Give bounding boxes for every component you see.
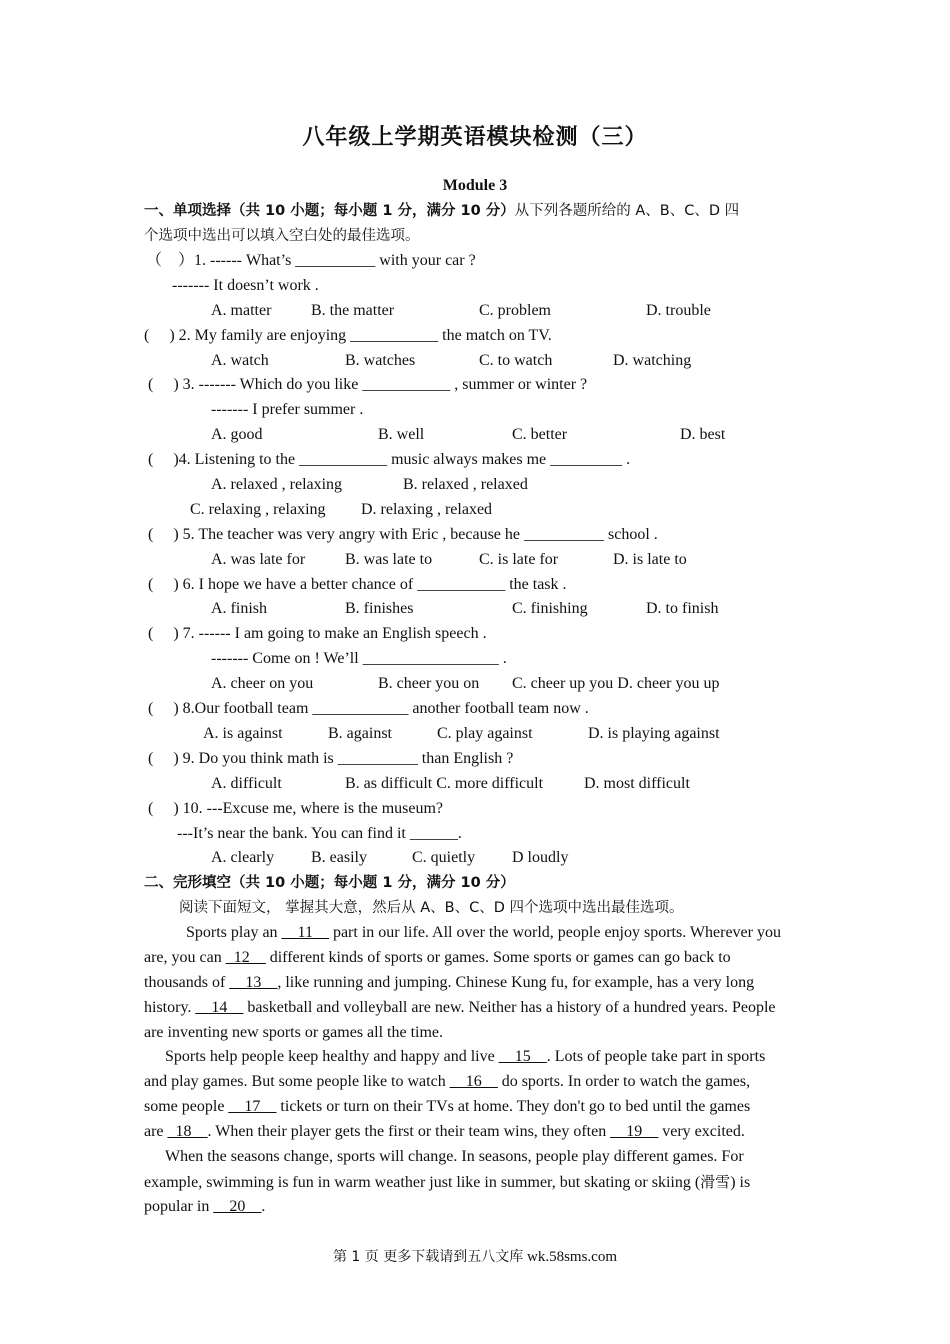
question-8-stem: ( ) 8.Our football team ____________ another football team now .: [148, 700, 589, 717]
question-1-option-a: A. matter: [211, 302, 272, 319]
blank-18: _18__: [167, 1123, 208, 1140]
blank-20: __20__: [213, 1198, 262, 1215]
blank-15: __15__: [498, 1048, 547, 1065]
question-9-stem: ( ) 9. Do you think math is __________ than English ?: [148, 750, 514, 767]
question-6-stem: ( ) 6. I hope we have a better chance of ___________ the task .: [148, 576, 567, 593]
question-3-option-b: B. well: [378, 426, 425, 443]
question-5-stem: ( ) 5. The teacher was very angry with Eric , because he __________ school .: [148, 526, 658, 543]
question-4-stem: ( )4. Listening to the ___________ music always makes me _________ .: [148, 451, 631, 468]
question-7-option-a: A. cheer on you: [211, 675, 314, 692]
question-4-option-d: D. relaxing , relaxed: [361, 501, 493, 518]
question-3-option-c: C. better: [512, 426, 568, 443]
question-8-option-b: B. against: [328, 725, 392, 742]
question-5-option-c: C. is late for: [479, 551, 559, 568]
passage-line: and play games. But some people like to watch __16__ do sports. In order to watch the games,: [144, 1073, 751, 1090]
question-7-reply: ------- Come on ! We’ll _________________ .: [211, 650, 507, 667]
blank-13: __13__: [229, 974, 278, 991]
blank-14: __14__: [195, 999, 244, 1016]
question-2-option-b: B. watches: [345, 352, 416, 369]
page-title: 八年级上学期英语模块检测（三）: [302, 125, 648, 150]
section1-heading: 一、单项选择（共 10 小题；每小题 1 分，满分 10 分）从下列各题所给的 A、B、C、D 四: [144, 203, 740, 219]
passage-line: example, swimming is fun in warm weather just like in summer, but skating or skiing (滑雪) is: [144, 1173, 751, 1191]
section2-instruction: 阅读下面短文， 掌握其大意，然后从 A、B、C、D 四个选项中选出最佳选项。: [179, 900, 684, 916]
page-footer: 第 1 页 更多下载请到五八文库 wk.58sms.com: [332, 1249, 617, 1265]
question-2-option-c: C. to watch: [479, 352, 553, 369]
question-1-option-c: C. problem: [479, 302, 551, 319]
passage-line: popular in __20__.: [144, 1198, 266, 1215]
question-5-option-a: A. was late for: [211, 551, 306, 568]
question-9-option-bc: B. as difficult C. more difficult: [345, 775, 544, 792]
passage-line: are, you can _12__ different kinds of sports or games. Some sports or games can go back to: [144, 949, 731, 966]
question-10-option-a: A. clearly: [211, 849, 275, 866]
question-3-option-a: A. good: [211, 426, 263, 443]
question-10-option-c: C. quietly: [412, 849, 476, 866]
question-10-stem: ( ) 10. ---Excuse me, where is the museum?: [148, 800, 444, 817]
section1-heading-line2: 个选项中选出可以填入空白处的最佳选项。: [144, 228, 420, 244]
question-10-option-b: B. easily: [311, 849, 367, 866]
question-7-stem: ( ) 7. ------ I am going to make an English speech .: [148, 625, 487, 642]
question-9-option-d: D. most difficult: [584, 775, 690, 792]
question-8-option-a: A. is against: [203, 725, 283, 742]
question-9-option-a: A. difficult: [211, 775, 282, 792]
question-1-stem: （ ）1. ------ What’s __________ with your car ?: [146, 252, 476, 269]
question-4-option-a: A. relaxed , relaxing: [211, 476, 343, 493]
blank-16: __16__: [449, 1073, 498, 1090]
question-3-option-d: D. best: [680, 426, 726, 443]
passage-line: are inventing new sports or games all the time.: [144, 1024, 444, 1041]
question-10-reply: ---It’s near the bank. You can find it ______.: [177, 825, 462, 842]
question-1-option-d: D. trouble: [646, 302, 711, 319]
question-6-option-a: A. finish: [211, 600, 267, 617]
question-7-option-cd: C. cheer up you D. cheer you up: [512, 675, 720, 692]
question-4-option-b: B. relaxed , relaxed: [403, 476, 528, 493]
question-10-option-d: D loudly: [512, 849, 569, 866]
question-5-option-d: D. is late to: [613, 551, 687, 568]
question-5-option-b: B. was late to: [345, 551, 433, 568]
question-3-reply: ------- I prefer summer .: [211, 401, 364, 418]
question-6-option-c: C. finishing: [512, 600, 588, 617]
section2-heading: 二、完形填空（共 10 小题；每小题 1 分，满分 10 分）: [144, 875, 515, 891]
blank-11: __11__: [281, 924, 329, 941]
question-1-option-b: B. the matter: [311, 302, 395, 319]
question-8-option-d: D. is playing against: [588, 725, 720, 742]
question-3-stem: ( ) 3. ------- Which do you like ___________ , summer or winter ?: [148, 376, 588, 393]
question-6-option-b: B. finishes: [345, 600, 414, 617]
module-heading: Module 3: [442, 177, 508, 194]
question-4-option-c: C. relaxing , relaxing: [190, 501, 326, 518]
blank-19: __19__: [610, 1123, 659, 1140]
passage-line: thousands of __13__, like running and jumping. Chinese Kung fu, for example, has a very long: [144, 974, 755, 991]
question-2-option-a: A. watch: [211, 352, 269, 369]
question-2-option-d: D. watching: [613, 352, 692, 369]
passage-line: history. __14__ basketball and volleyball are new. Neither has a history of a hundred years. People: [144, 999, 776, 1016]
passage-line: Sports play an __11__ part in our life. All over the world, people enjoy sports. Wherever you: [186, 924, 781, 941]
question-1-reply: ------- It doesn’t work .: [172, 277, 319, 294]
passage-line: When the seasons change, sports will change. In seasons, people play different games. For: [165, 1148, 744, 1165]
passage-line: Sports help people keep healthy and happy and live __15__. Lots of people take part in sports: [165, 1048, 766, 1065]
passage-line: are _18__. When their player gets the first or their team wins, they often __19__ very excited.: [144, 1123, 745, 1140]
question-7-option-b: B. cheer you on: [378, 675, 480, 692]
blank-12: _12__: [225, 949, 266, 966]
question-6-option-d: D. to finish: [646, 600, 719, 617]
question-2-stem: ( ) 2. My family are enjoying ___________ the match on TV.: [144, 327, 552, 344]
question-8-option-c: C. play against: [437, 725, 533, 742]
passage-line: some people __17__ tickets or turn on their TVs at home. They don't go to bed until the games: [144, 1098, 751, 1115]
blank-17: __17__: [228, 1098, 277, 1115]
